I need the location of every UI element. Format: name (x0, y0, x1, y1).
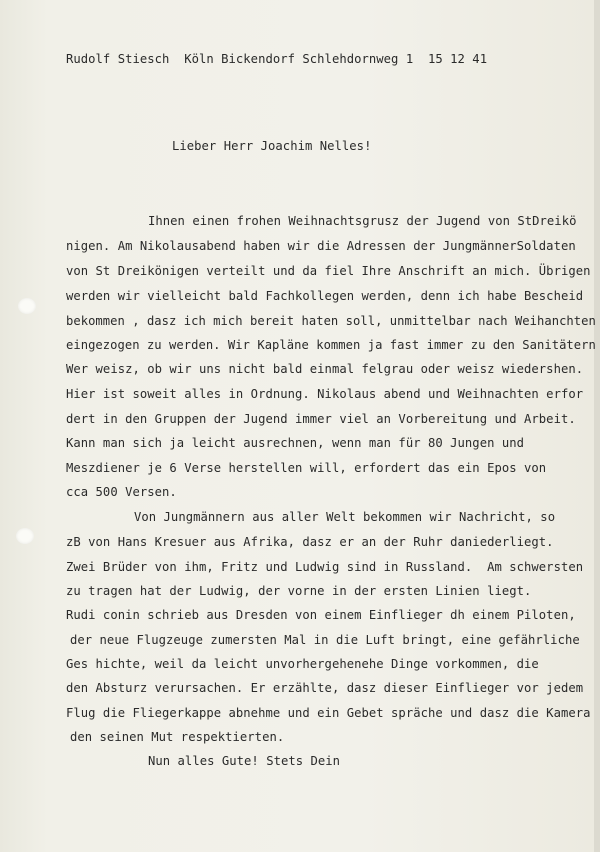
body-line: Kann man sich ja leicht ausrechnen, wenn man für 80 Jungen und (66, 436, 525, 450)
body-line: eingezogen zu werden. Wir Kapläne kommen ja fast immer zu den Sanitätern (66, 338, 596, 352)
body-line: Rudi conin schrieb aus Dresden von einem Einflieger dh einem Piloten, (66, 608, 576, 622)
letter-header: Rudolf Stiesch Köln Bickendorf Schlehdornweg 1 15 12 41 (66, 52, 488, 66)
punch-hole-top (18, 298, 36, 314)
body-line: Zwei Brüder von ihm, Fritz und Ludwig sind in Russland. Am schwersten (66, 560, 584, 574)
body-line: dert in den Gruppen der Jugend immer viel an Vorbereitung und Arbeit. (66, 412, 576, 426)
body-line: zu tragen hat der Ludwig, der vorne in der ersten Linien liegt. (66, 584, 532, 598)
body-line: den Absturz verursachen. Er erzählte, dasz dieser Einflieger vor jedem (66, 681, 584, 695)
body-line: Wer weisz, ob wir uns nicht bald einmal felgrau oder weisz wiedershen. (66, 362, 584, 376)
body-line: werden wir vielleicht bald Fachkollegen werden, denn ich habe Bescheid (66, 289, 584, 303)
closing-line: Nun alles Gute! Stets Dein (148, 754, 341, 768)
paper-edge (594, 0, 600, 852)
punch-hole-bottom (16, 528, 34, 544)
body-line: Meszdiener je 6 Verse herstellen will, erfordert das ein Epos von (66, 461, 547, 475)
body-line: Flug die Fliegerkappe abnehme und ein Gebet spräche und dasz die Kamera (66, 706, 591, 720)
body-line: bekommen , dasz ich mich bereit haten soll, unmittelbar nach Weihanchten (66, 314, 596, 328)
body-line: nigen. Am Nikolausabend haben wir die Adressen der JungmännerSoldaten (66, 239, 576, 253)
body-line: von St Dreikönigen verteilt und da fiel Ihre Anschrift an mich. Übrigen (66, 264, 591, 278)
body-line: cca 500 Versen. (66, 485, 177, 499)
body-line: den seinen Mut respektierten. (70, 730, 285, 744)
salutation: Lieber Herr Joachim Nelles! (172, 139, 372, 153)
body-line: der neue Flugzeuge zumersten Mal in die Luft bringt, eine gefährliche (70, 633, 580, 647)
body-line: Ges hichte, weil da leicht unvorhergehenehe Dinge vorkommen, die (66, 657, 539, 671)
body-line: Ihnen einen frohen Weihnachtsgrusz der Jugend von StDreikö (148, 214, 577, 228)
body-line: Von Jungmännern aus aller Welt bekommen wir Nachricht, so (134, 510, 556, 524)
body-line: zB von Hans Kresuer aus Afrika, dasz er an der Ruhr daniederliegt. (66, 535, 554, 549)
body-line: Hier ist soweit alles in Ordnung. Nikolaus abend und Weihnachten erfor (66, 387, 584, 401)
